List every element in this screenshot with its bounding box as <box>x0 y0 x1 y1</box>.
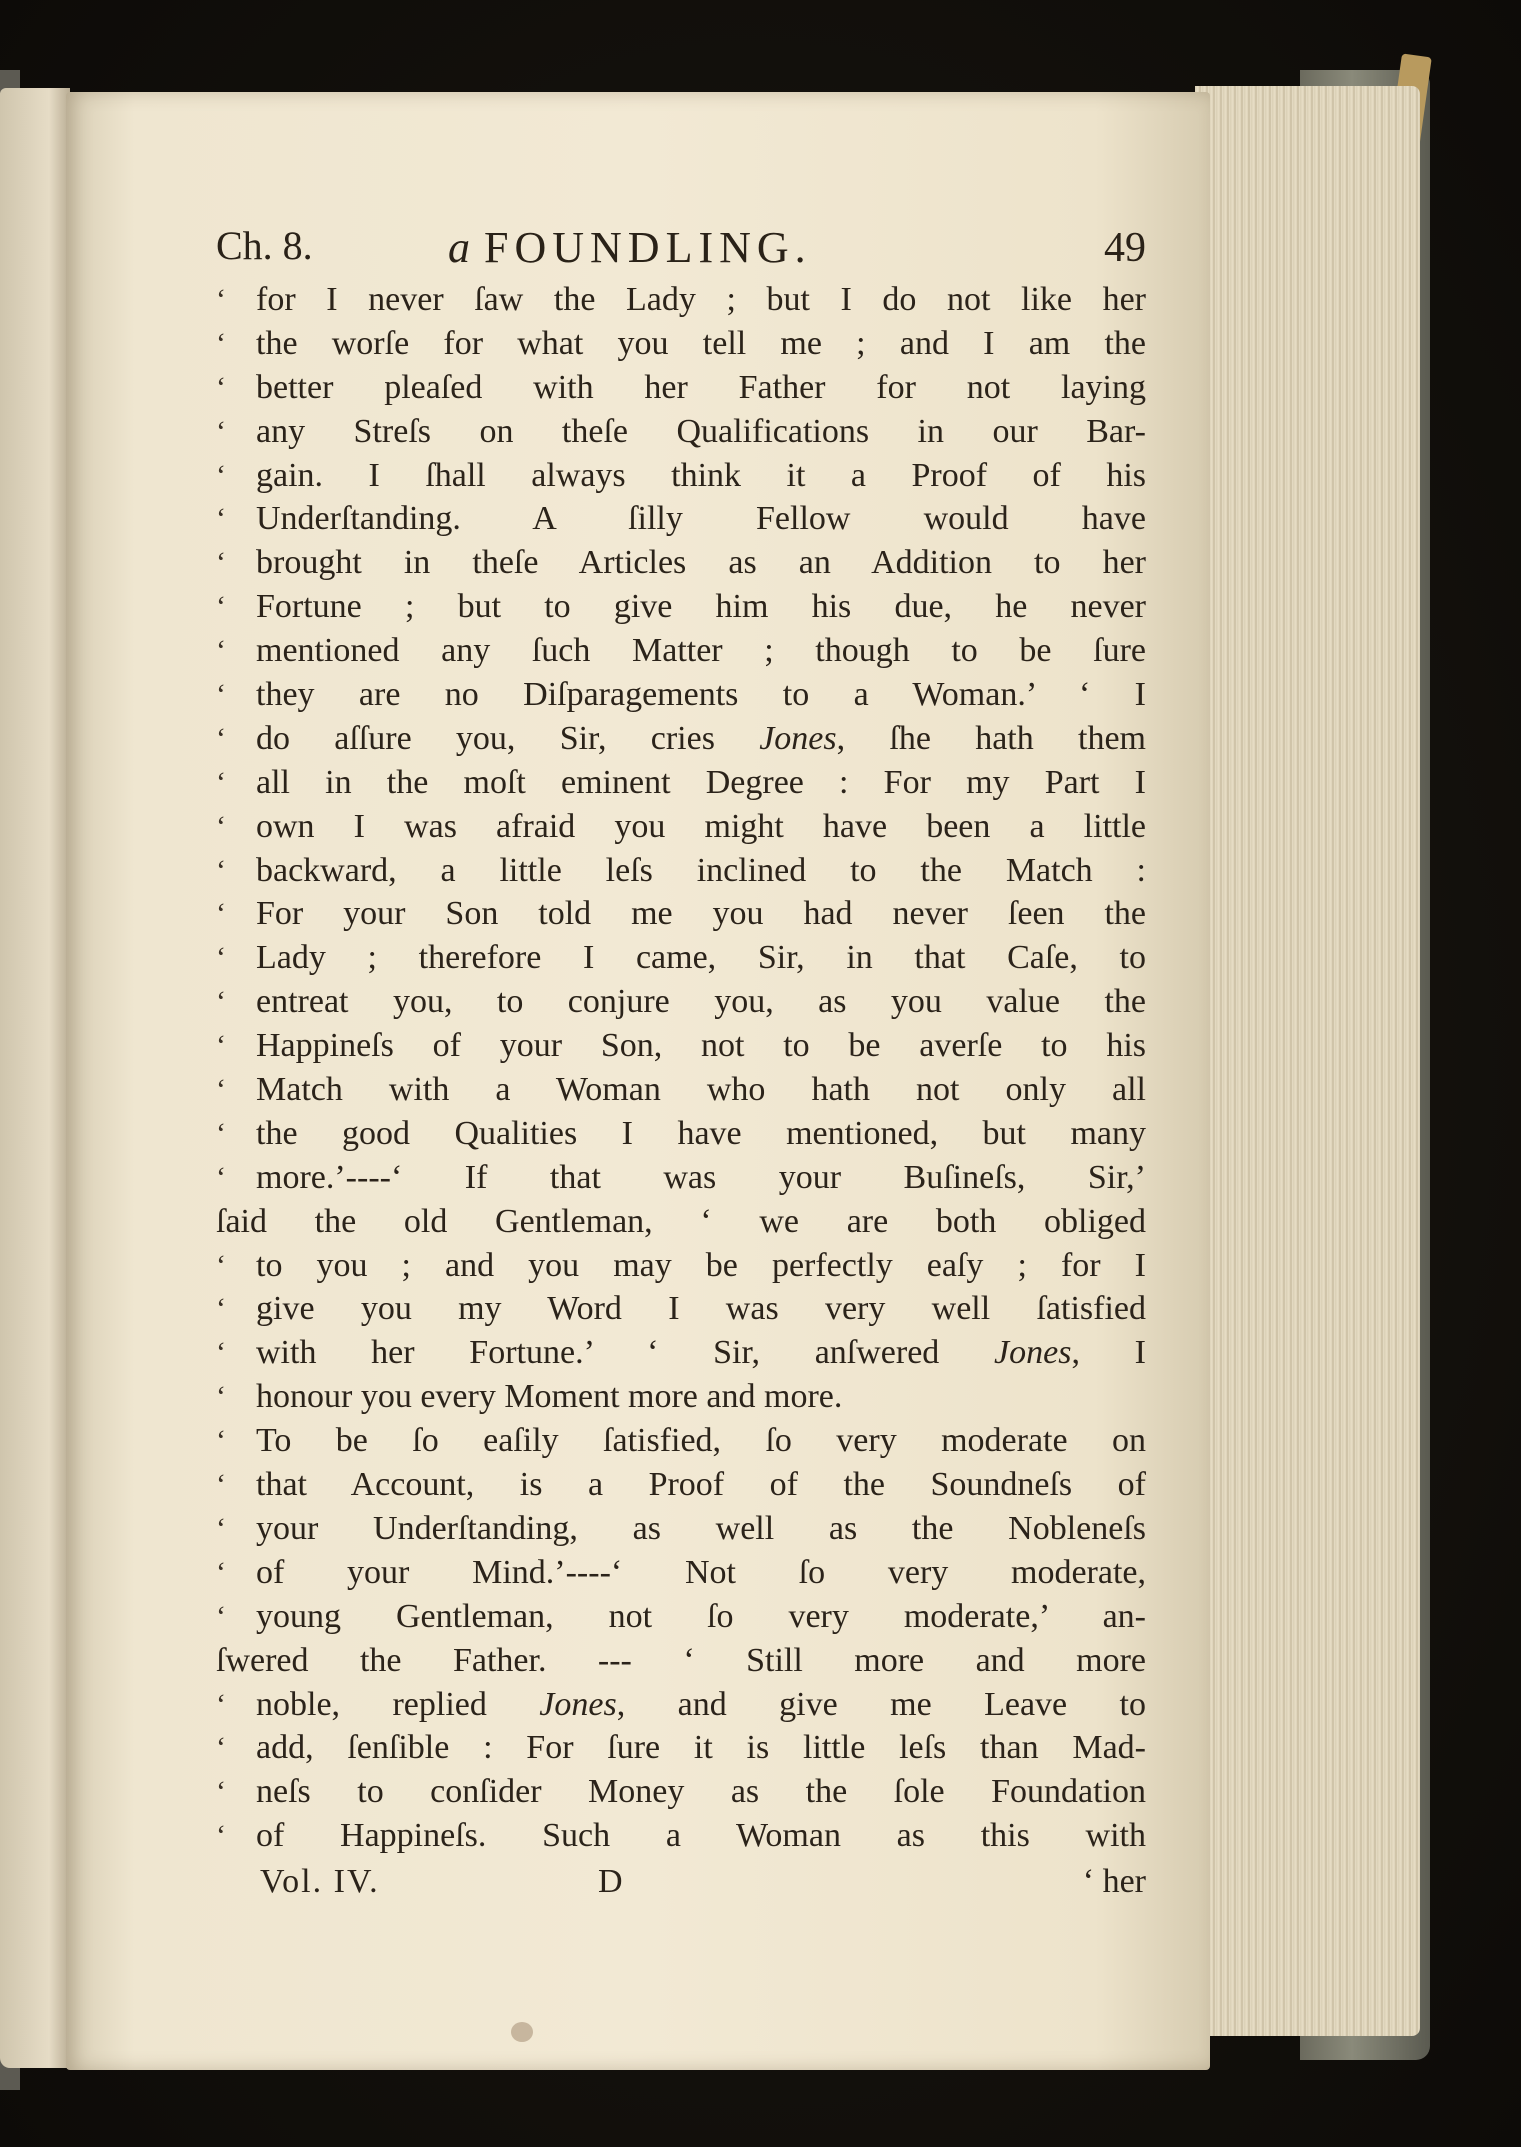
marginal-quote-mark: ‘ <box>216 1599 226 1633</box>
line-text: of your Mind.’----‘ Not ſo very moderate, <box>256 1553 1146 1591</box>
text-line <box>216 1770 1146 1814</box>
text-line <box>216 1068 1146 1112</box>
line-text: the worſe for what you tell me ; and I am the <box>256 324 1146 362</box>
line-text: Underſtanding. A ſilly Fellow would have <box>256 500 1146 538</box>
text-line <box>216 1156 1146 1200</box>
line-text: Lady ; therefore I came, Sir, in that Caſe, to <box>256 939 1146 977</box>
text-line <box>216 1639 1146 1683</box>
facing-page-edge <box>0 88 70 2068</box>
text-line <box>216 761 1146 805</box>
line-text: neſs to conſider Money as the ſole Foundation <box>256 1773 1146 1811</box>
line-text: own I was afraid you might have been a little <box>256 807 1146 845</box>
page-footer <box>216 1860 1146 1904</box>
text-line <box>216 454 1146 498</box>
text-line <box>216 541 1146 585</box>
running-title-text: FOUNDLING. <box>484 223 812 272</box>
line-text: young Gentleman, not ſo very moderate,’ an- <box>256 1597 1146 1635</box>
line-text: Fortune ; but to give him his due, he never <box>256 588 1146 626</box>
running-head <box>216 222 1146 282</box>
text-line <box>216 1244 1146 1288</box>
text-line <box>216 1200 1146 1244</box>
text-line <box>216 1683 1146 1727</box>
text-line <box>216 278 1146 322</box>
line-text: better pleaſed with her Father for not laying <box>256 368 1146 406</box>
marginal-quote-mark: ‘ <box>216 1511 226 1545</box>
marginal-quote-mark: ‘ <box>216 721 226 755</box>
marginal-quote-mark: ‘ <box>216 765 226 799</box>
running-title <box>448 222 812 273</box>
marginal-quote-mark: ‘ <box>216 1424 226 1458</box>
line-text: give you my Word I was very well ſatisfied <box>256 1290 1146 1328</box>
line-text: backward, a little leſs inclined to the Match : <box>256 851 1146 889</box>
running-title-prefix: a <box>448 223 470 272</box>
marginal-quote-mark: ‘ <box>216 1775 226 1809</box>
marginal-quote-mark: ‘ <box>216 1336 226 1370</box>
line-text: gain. I ſhall always think it a Proof of his <box>256 456 1146 494</box>
line-text: for I never ſaw the Lady ; but I do not like her <box>256 281 1146 318</box>
line-text: For your Son told me you had never ſeen the <box>256 895 1146 933</box>
text-line <box>216 892 1146 936</box>
volume-label: Vol. IV. <box>260 1863 380 1901</box>
italic-name: Jones <box>994 1334 1072 1372</box>
marginal-quote-mark: ‘ <box>216 370 226 404</box>
text-line <box>216 936 1146 980</box>
page-edges <box>1195 86 1420 2036</box>
marginal-quote-mark: ‘ <box>216 1468 226 1502</box>
marginal-quote-mark: ‘ <box>216 414 226 448</box>
italic-name: Jones <box>759 719 837 757</box>
catchword: ‘ her <box>1082 1863 1146 1901</box>
line-text: ſwered the Father. --- ‘ Still more and more <box>216 1641 1146 1679</box>
italic-name: Jones <box>539 1685 617 1723</box>
marginal-quote-mark: ‘ <box>216 1555 226 1589</box>
text-line <box>216 1463 1146 1507</box>
line-text: add, ſenſible : For ſure it is little leſs than Mad- <box>256 1729 1146 1767</box>
line-text: the good Qualities I have mentioned, but many <box>256 1114 1146 1152</box>
text-line <box>216 585 1146 629</box>
text-line <box>216 1419 1146 1463</box>
marginal-quote-mark: ‘ <box>216 283 226 316</box>
marginal-quote-mark: ‘ <box>216 809 226 843</box>
marginal-quote-mark: ‘ <box>216 1116 226 1150</box>
line-text: honour you every Moment more and more. <box>256 1378 843 1416</box>
signature-mark: D <box>598 1863 623 1901</box>
marginal-quote-mark: ‘ <box>216 458 226 492</box>
text-line <box>216 717 1146 761</box>
line-text: more.’----‘ If that was your Buſineſs, Sir,’ <box>256 1158 1146 1196</box>
line-text: your Underſtanding, as well as the Nobleneſs <box>256 1509 1146 1547</box>
text-line <box>216 980 1146 1024</box>
text-line <box>216 1112 1146 1156</box>
line-text: to you ; and you may be perfectly eaſy ; for I <box>256 1246 1146 1284</box>
text-line <box>216 497 1146 541</box>
marginal-quote-mark: ‘ <box>216 502 226 536</box>
book-page <box>66 92 1210 2070</box>
line-text: do aſſure you, Sir, cries Jones, ſhe hath them <box>256 719 1146 757</box>
marginal-quote-mark: ‘ <box>216 546 226 580</box>
page-number: 49 <box>1104 225 1146 271</box>
text-line <box>216 1024 1146 1068</box>
marginal-quote-mark: ‘ <box>216 941 226 975</box>
marginal-quote-mark: ‘ <box>216 1073 226 1107</box>
marginal-quote-mark: ‘ <box>216 985 226 1019</box>
marginal-quote-mark: ‘ <box>216 1819 226 1853</box>
marginal-quote-mark: ‘ <box>216 1380 226 1414</box>
chapter-label: Ch. 8. <box>216 223 313 268</box>
text-line <box>216 1287 1146 1331</box>
text-line <box>216 1331 1146 1375</box>
marginal-quote-mark: ‘ <box>216 1029 226 1063</box>
text-line <box>216 849 1146 893</box>
line-text: noble, replied Jones, and give me Leave to <box>256 1685 1147 1723</box>
line-text: all in the moſt eminent Degree : For my Part I <box>256 763 1146 801</box>
line-text: Match with a Woman who hath not only all <box>256 1071 1146 1109</box>
marginal-quote-mark: ‘ <box>216 1248 226 1282</box>
line-text: that Account, is a Proof of the Soundneſs of <box>256 1466 1146 1504</box>
line-text: brought in theſe Articles as an Addition to her <box>256 544 1146 582</box>
line-text: entreat you, to conjure you, as you value the <box>256 983 1146 1021</box>
line-text: with her Fortune.’ ‘ Sir, anſwered Jones, I <box>256 1334 1146 1372</box>
text-line <box>216 366 1146 410</box>
text-line <box>216 629 1146 673</box>
text-line <box>216 1551 1146 1595</box>
text-line <box>216 673 1146 717</box>
text-line <box>216 1595 1146 1639</box>
line-text: any Streſs on theſe Qualifications in our Bar- <box>256 412 1146 450</box>
text-line <box>216 1726 1146 1770</box>
marginal-quote-mark: ‘ <box>216 678 226 712</box>
marginal-quote-mark: ‘ <box>216 1687 226 1721</box>
body-text <box>216 278 1146 1858</box>
line-text: they are no Diſparagements to a Woman.’ ‘ I <box>256 676 1146 714</box>
marginal-quote-mark: ‘ <box>216 1292 226 1326</box>
marginal-quote-mark: ‘ <box>216 590 226 624</box>
text-line <box>216 805 1146 849</box>
line-text: To be ſo eaſily ſatisfied, ſo very moderate on <box>256 1422 1146 1460</box>
ink-stain <box>511 2022 533 2042</box>
text-line <box>216 1507 1146 1551</box>
marginal-quote-mark: ‘ <box>216 853 226 887</box>
marginal-quote-mark: ‘ <box>216 1731 226 1765</box>
line-text: Happineſs of your Son, not to be averſe to his <box>256 1027 1146 1065</box>
line-text: mentioned any ſuch Matter ; though to be ſure <box>256 632 1146 670</box>
text-line <box>216 322 1146 366</box>
marginal-quote-mark: ‘ <box>216 634 226 668</box>
marginal-quote-mark: ‘ <box>216 897 226 931</box>
text-line <box>216 1814 1146 1858</box>
marginal-quote-mark: ‘ <box>216 1160 226 1194</box>
line-text: ſaid the old Gentleman, ‘ we are both obliged <box>216 1202 1146 1240</box>
text-line <box>216 410 1146 454</box>
text-block <box>216 222 1146 1904</box>
text-line <box>216 1375 1146 1419</box>
marginal-quote-mark: ‘ <box>216 326 226 360</box>
line-text: of Happineſs. Such a Woman as this with <box>256 1817 1146 1855</box>
